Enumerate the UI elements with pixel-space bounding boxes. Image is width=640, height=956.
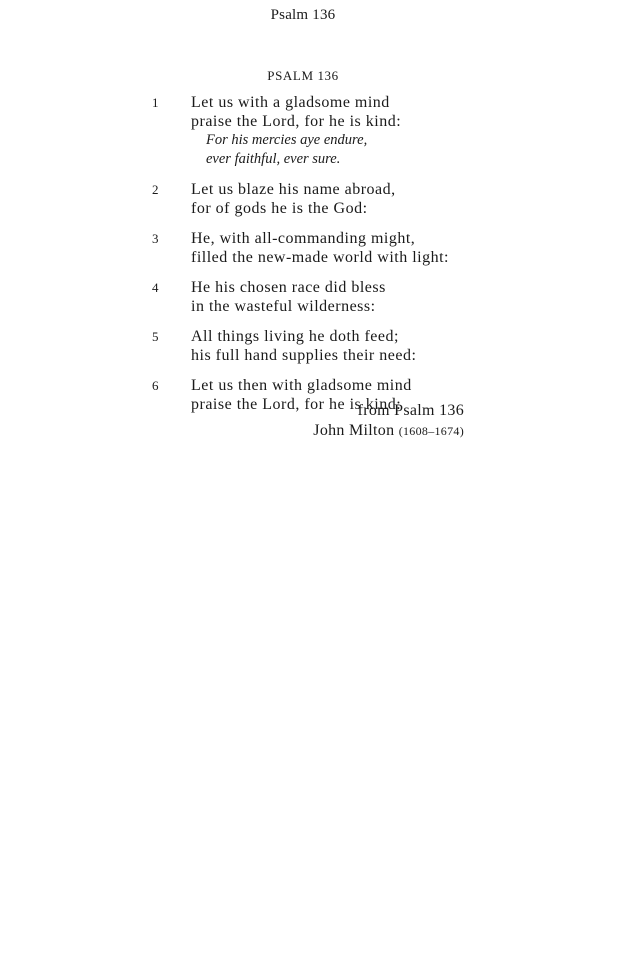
verse-1 bbox=[0, 93, 640, 169]
verse-line: praise the Lord, for he is kind: bbox=[191, 396, 402, 413]
attribution bbox=[0, 401, 464, 441]
verse-line: Let us with a gladsome mind bbox=[191, 94, 390, 111]
verse-line: in the wasteful wilderness: bbox=[191, 298, 376, 315]
verse-number: 5 bbox=[152, 329, 159, 344]
verse-line: He his chosen race did bless bbox=[191, 279, 386, 296]
verse-line: praise the Lord, for he is kind: bbox=[191, 113, 402, 130]
verse-2 bbox=[0, 180, 640, 218]
verse-line: Let us blaze his name abroad, bbox=[191, 181, 396, 198]
verse-line: He, with all-commanding might, bbox=[191, 230, 416, 247]
verse-3 bbox=[0, 229, 640, 267]
author-name: John Milton bbox=[313, 422, 395, 439]
verse-line: Let us then with gladsome mind bbox=[191, 377, 412, 394]
verse-line: filled the new-made world with light: bbox=[191, 249, 449, 266]
verse-number: 2 bbox=[152, 182, 159, 197]
running-head: Psalm 136 bbox=[270, 7, 336, 23]
author-dates: (1608–1674) bbox=[398, 424, 464, 438]
verse-4 bbox=[0, 278, 640, 316]
verse-line: All things living he doth feed; bbox=[191, 328, 399, 345]
verse-line: his full hand supplies their need: bbox=[191, 347, 417, 364]
refrain-line: ever faithful, ever sure. bbox=[206, 151, 341, 167]
verses bbox=[0, 93, 640, 425]
hymn-title: PSALM 136 bbox=[267, 68, 339, 83]
author-credit bbox=[0, 421, 464, 441]
verse-number: 1 bbox=[152, 95, 159, 110]
verse-number: 4 bbox=[152, 280, 159, 295]
verse-5 bbox=[0, 327, 640, 365]
refrain-line: For his mercies aye endure, bbox=[206, 132, 368, 148]
verse-line: for of gods he is the God: bbox=[191, 200, 368, 217]
verse-number: 3 bbox=[152, 231, 159, 246]
verse-number: 6 bbox=[152, 378, 159, 393]
source-credit: from Psalm 136 bbox=[357, 402, 464, 419]
